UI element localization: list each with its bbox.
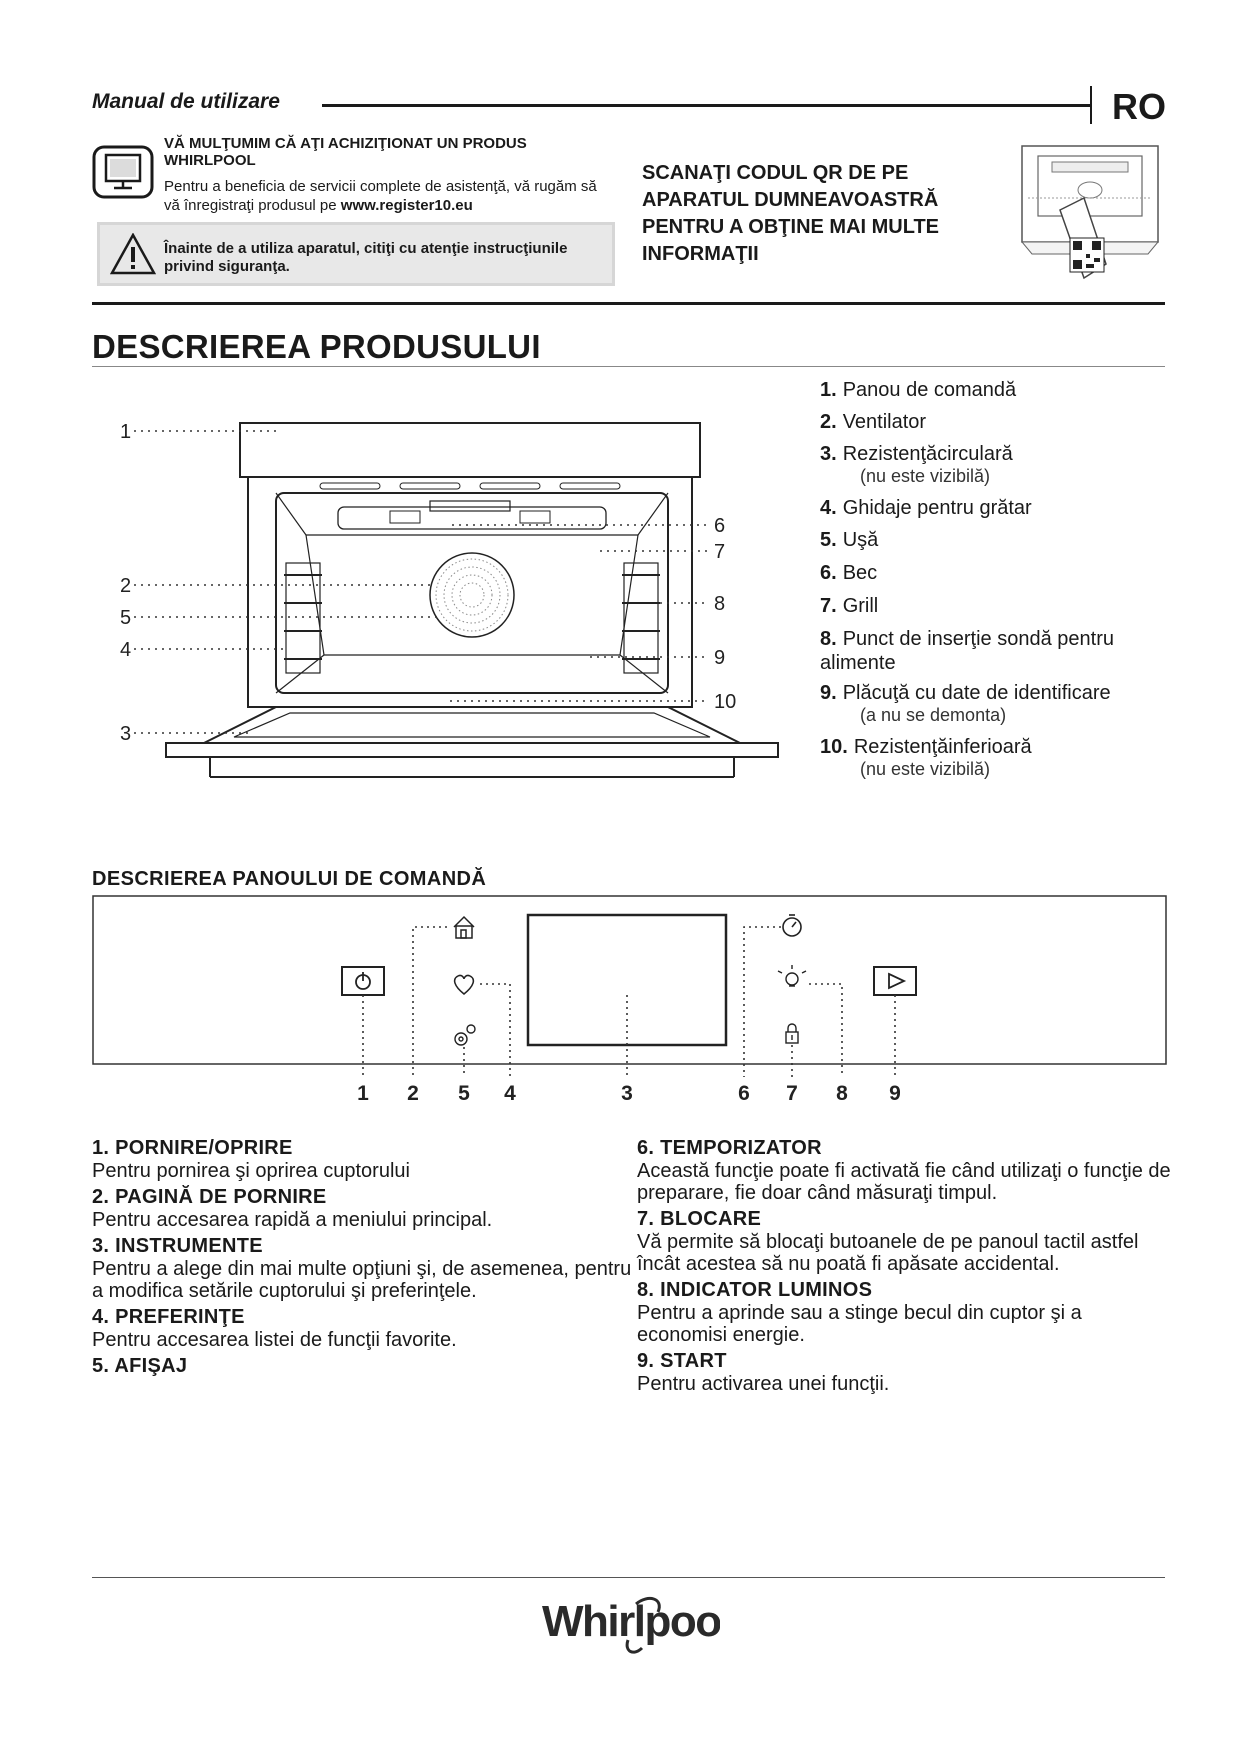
description-item [637, 1349, 1177, 1395]
panel-number-4: 4 [504, 1082, 516, 1105]
whirlpool-logo [540, 1590, 720, 1665]
language-code: RO [1112, 86, 1166, 127]
description-item [92, 1305, 632, 1351]
registration-body: Pentru a beneficia de servicii complete de asistenţă, vă rugăm să vă înregistraţi produsul pe [164, 178, 597, 214]
description-item [92, 1234, 632, 1302]
product-section-rule [92, 366, 1165, 367]
part-number: 3. [820, 443, 837, 465]
callout-2-label: 2 [120, 575, 132, 597]
callout-9-label: 9 [714, 647, 726, 669]
description-item [92, 1185, 632, 1231]
part-note: (nu este vizibilă) [860, 759, 991, 779]
oven-diagram [100, 395, 810, 840]
callout-6-label: 6 [714, 515, 726, 537]
footer-rule [92, 1577, 1165, 1578]
description-text: Vă permite să blocaţi butoanele de pe panoul tactil astfel încât acestea să nu poată fi apăsate accidental. [637, 1231, 1139, 1275]
description-title: 9. START [637, 1350, 727, 1372]
callout-8-label: 8 [714, 593, 726, 615]
callout-10-label: 10 [714, 691, 737, 713]
part-note: (nu este vizibilă) [860, 466, 991, 486]
panel-number-6: 6 [738, 1082, 750, 1105]
safety-warning-text: Înainte de a utiliza aparatul, citiţi cu atenţie instrucţiunile privind siguranţa. [164, 240, 568, 275]
part-number: 6. [820, 562, 837, 584]
description-title: 1. PORNIRE/OPRIRE [92, 1137, 293, 1159]
description-item [92, 1136, 632, 1182]
header-tick [1090, 86, 1092, 124]
part-number: 8. [820, 628, 837, 650]
monitor-icon [92, 145, 154, 204]
part-number: 2. [820, 411, 837, 433]
product-section-title: DESCRIEREA PRODUSULUI [92, 328, 541, 365]
part-5 [820, 528, 878, 552]
part-number: 4. [820, 497, 837, 519]
warning-triangle-icon [110, 233, 156, 280]
part-number: 5. [820, 529, 837, 551]
part-label: Ventilator [842, 411, 927, 433]
part-1 [820, 378, 1016, 402]
registration-heading: VĂ MULŢUMIM CĂ AŢI ACHIZIŢIONAT UN PRODUS WHIRLPOOL [164, 135, 527, 169]
description-text: Pentru accesarea rapidă a meniului principal. [92, 1209, 493, 1231]
qr-instructions: SCANAŢI CODUL QR DE PE APARATUL DUMNEAVOASTRĂ PENTRU A OBŢINE MAI MULTE INFORMAŢII [642, 162, 940, 265]
descriptions-left [92, 1136, 632, 1381]
description-text: Această funcţie poate fi activată fie când utilizaţi o funcţie de preparare, fie doar când măsuraţi timpul. [637, 1160, 1171, 1204]
part-number: 7. [820, 595, 837, 617]
part-number: 1. [820, 379, 837, 401]
part-number: 9. [820, 682, 837, 704]
description-title: 2. PAGINĂ DE PORNIRE [92, 1186, 327, 1208]
callout-4-label: 4 [120, 639, 132, 661]
header-bottom-rule [92, 302, 1165, 305]
part-label: Rezistenţăinferioară [853, 736, 1032, 758]
panel-number-9: 9 [889, 1082, 901, 1105]
description-text: Pentru a aprinde sau a stinge becul din cuptor şi a economisi energie. [637, 1302, 1082, 1346]
description-title: 7. BLOCARE [637, 1208, 762, 1230]
description-title: 8. INDICATOR LUMINOS [637, 1279, 873, 1301]
description-item [637, 1278, 1177, 1346]
manual-title: Manual de utilizare [92, 90, 280, 113]
part-2 [820, 410, 926, 434]
safety-warning-box [97, 222, 615, 286]
registration-link[interactable]: www.register10.eu [340, 197, 473, 214]
description-text: Pentru a alege din mai multe opţiuni şi, de asemenea, pentru a modifica setările cuptorului şi preferinţele. [92, 1258, 632, 1302]
control-panel-title: DESCRIEREA PANOULUI DE COMANDĂ [92, 868, 487, 890]
callout-1-label: 1 [120, 421, 132, 443]
part-label: Punct de inserţie sondă pentru alimente [820, 628, 1114, 674]
oven-qr-illustration [1020, 142, 1160, 287]
callout-7-label: 7 [714, 541, 726, 563]
registration-text [164, 177, 614, 215]
svg-text:Whirlpool: Whirlpool [542, 1597, 720, 1646]
part-3 [820, 442, 1013, 486]
description-item [637, 1136, 1177, 1204]
part-6 [820, 561, 877, 585]
description-text: Pentru pornirea şi oprirea cuptorului [92, 1160, 410, 1182]
descriptions-right [637, 1136, 1177, 1398]
description-text: Pentru accesarea listei de funcţii favorite. [92, 1329, 457, 1351]
callout-5-label: 5 [120, 607, 132, 629]
description-title: 6. TEMPORIZATOR [637, 1137, 822, 1159]
callout-3-label: 3 [120, 723, 132, 745]
registration-block [92, 135, 617, 215]
panel-number-1: 1 [357, 1082, 369, 1105]
part-label: Panou de comandă [842, 379, 1017, 401]
panel-number-8: 8 [836, 1082, 848, 1105]
part-7 [820, 594, 878, 618]
panel-number-7: 7 [786, 1082, 798, 1105]
control-panel-diagram [92, 895, 1167, 1110]
part-10 [820, 735, 1032, 779]
header-rule [322, 104, 1090, 107]
part-label: Rezistenţăcirculară [842, 443, 1013, 465]
description-item [92, 1354, 632, 1378]
description-title: 3. INSTRUMENTE [92, 1235, 263, 1257]
part-8 [820, 627, 1165, 675]
description-text: Pentru activarea unei funcţii. [637, 1373, 890, 1395]
part-4 [820, 496, 1032, 520]
part-label: Uşă [842, 529, 879, 551]
part-label: Ghidaje pentru grătar [842, 497, 1032, 519]
part-9 [820, 681, 1111, 725]
part-note: (a nu se demonta) [860, 705, 1007, 725]
panel-number-2: 2 [407, 1082, 419, 1105]
description-title: 4. PREFERINŢE [92, 1306, 245, 1328]
part-number: 10. [820, 736, 848, 758]
panel-number-3: 3 [621, 1082, 633, 1105]
part-label: Plăcuţă cu date de identificare [842, 682, 1111, 704]
panel-number-5: 5 [458, 1082, 470, 1105]
description-title: 5. AFIŞAJ [92, 1355, 188, 1377]
part-label: Bec [842, 562, 878, 584]
part-label: Grill [842, 595, 879, 617]
description-item [637, 1207, 1177, 1275]
